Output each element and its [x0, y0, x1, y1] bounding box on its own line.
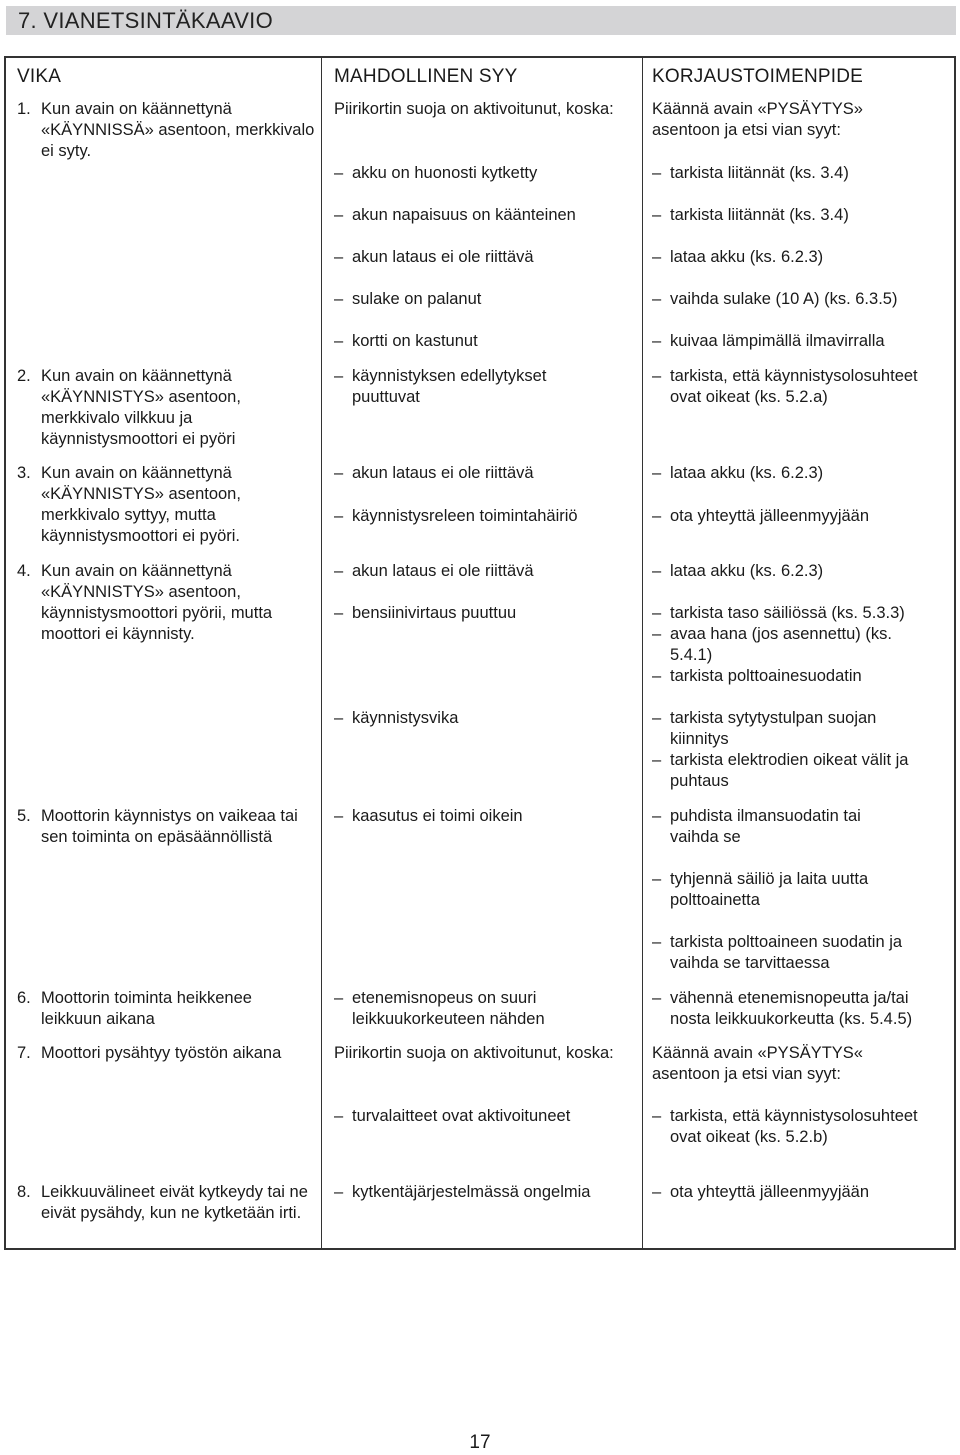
cause-item: – akku on huonosti kytketty — [334, 164, 538, 182]
section-title: 7. VIANETSINTÄKAAVIO — [18, 8, 273, 33]
section-title-bar — [6, 6, 956, 35]
fault-item: 5. Moottorin käynnistys on vaikeaa tai sen toiminta on epäsäännöllistä — [17, 807, 298, 846]
troubleshooting-table — [4, 56, 956, 1250]
fix-item: – vähennä etenemisnopeutta ja/tai nosta leikkuukorkeutta (ks. 5.4.5) — [652, 989, 913, 1028]
page-number: 17 — [469, 1432, 491, 1453]
cause-item: – akun lataus ei ole riittävä — [334, 464, 534, 482]
cause-item: – käynnistysreleen toimintahäiriö — [334, 507, 578, 525]
fault-item: 1. Kun avain on käännettynä «KÄYNNISSÄ» asentoon, merkkivalo ei syty. — [17, 100, 315, 160]
fix-item: – lataa akku (ks. 6.2.3) — [652, 248, 824, 266]
cause-intro: Piirikortin suoja on aktivoitunut, koska: — [334, 1044, 614, 1062]
fault-item: 6. Moottorin toiminta heikkenee leikkuun aikana — [17, 989, 252, 1028]
fix-item: – tarkista, että käynnistysolosuhteet ovat oikeat (ks. 5.2.b) — [652, 1107, 918, 1146]
fix-intro: Käännä avain «PYSÄYTYS» asentoon ja etsi vian syyt: — [652, 100, 863, 139]
cause-item: – turvalaitteet ovat aktivoituneet — [334, 1107, 571, 1125]
fix-item: – tarkista polttoaineen suodatin ja vaihda se tarvittaessa — [652, 933, 903, 972]
fix-item: – kuivaa lämpimällä ilmavirralla — [652, 332, 885, 350]
fix-item: – vaihda sulake (10 A) (ks. 6.3.5) — [652, 290, 898, 308]
cause-item: – bensiinivirtaus puuttuu — [334, 604, 517, 622]
fault-item: 2. Kun avain on käännettynä «KÄYNNISTYS» asentoon, merkkivalo vilkkuu ja käynnistysmoottori ei pyöri — [17, 367, 241, 448]
fix-item: – tarkista liitännät (ks. 3.4) — [652, 164, 849, 182]
fix-item: – avaa hana (jos asennettu) (ks. 5.4.1) — [652, 625, 892, 664]
header-cause: MAHDOLLINEN SYY — [334, 66, 518, 87]
fault-item: 3. Kun avain on käännettynä «KÄYNNISTYS» asentoon, merkkivalo syttyy, mutta käynnistysmoottori ei pyöri. — [17, 464, 241, 545]
header-fault: VIKA — [17, 66, 62, 87]
cause-intro: Piirikortin suoja on aktivoitunut, koska: — [334, 100, 614, 118]
cause-item: – etenemisnopeus on suuri leikkuukorkeuteen nähden — [334, 989, 545, 1028]
fault-item: 8. Leikkuuvälineet eivät kytkeydy tai ne eivät pysähdy, kun ne kytketään irti. — [17, 1183, 308, 1222]
fix-item: – tyhjennä säiliö ja laita uutta polttoainetta — [652, 870, 869, 909]
column-divider — [321, 58, 322, 1248]
cause-item: – käynnistysvika — [334, 709, 459, 727]
fix-intro: Käännä avain «PYSÄYTYS« asentoon ja etsi vian syyt: — [652, 1044, 863, 1083]
cause-item: – akun lataus ei ole riittävä — [334, 248, 534, 266]
cause-item: – akun lataus ei ole riittävä — [334, 562, 534, 580]
fix-item: – tarkista liitännät (ks. 3.4) — [652, 206, 849, 224]
fix-item: – tarkista, että käynnistysolosuhteet ovat oikeat (ks. 5.2.a) — [652, 367, 918, 406]
fix-item: – lataa akku (ks. 6.2.3) — [652, 464, 824, 482]
cause-item: – akun napaisuus on käänteinen — [334, 206, 576, 224]
fix-item: – ota yhteyttä jälleenmyyjään — [652, 1183, 870, 1201]
column-divider — [642, 58, 643, 1248]
fix-item: – tarkista polttoainesuodatin — [652, 667, 862, 685]
fault-item: 7. Moottori pysähtyy työstön aikana — [17, 1044, 282, 1062]
header-fix: KORJAUSTOIMENPIDE — [652, 66, 864, 87]
fix-item: – lataa akku (ks. 6.2.3) — [652, 562, 824, 580]
fault-item: 4. Kun avain on käännettynä «KÄYNNISTYS» asentoon, käynnistysmoottori pyörii, mutta moottori ei käynnisty. — [17, 562, 273, 643]
fix-item: – ota yhteyttä jälleenmyyjään — [652, 507, 870, 525]
fix-item: – tarkista elektrodien oikeat välit ja puhtaus — [652, 751, 909, 790]
fix-item: – tarkista taso säiliössä (ks. 5.3.3) — [652, 604, 905, 622]
cause-item: – käynnistyksen edellytykset puuttuvat — [334, 367, 547, 406]
cause-item: – kaasutus ei toimi oikein — [334, 807, 523, 825]
fix-item: – puhdista ilmansuodatin tai vaihda se — [652, 807, 861, 846]
cause-item: – kytkentäjärjestelmässä ongelmia — [334, 1183, 591, 1201]
cause-item: – sulake on palanut — [334, 290, 482, 308]
cause-item: – kortti on kastunut — [334, 332, 478, 350]
fix-item: – tarkista sytytystulpan suojan kiinnitys — [652, 709, 877, 748]
